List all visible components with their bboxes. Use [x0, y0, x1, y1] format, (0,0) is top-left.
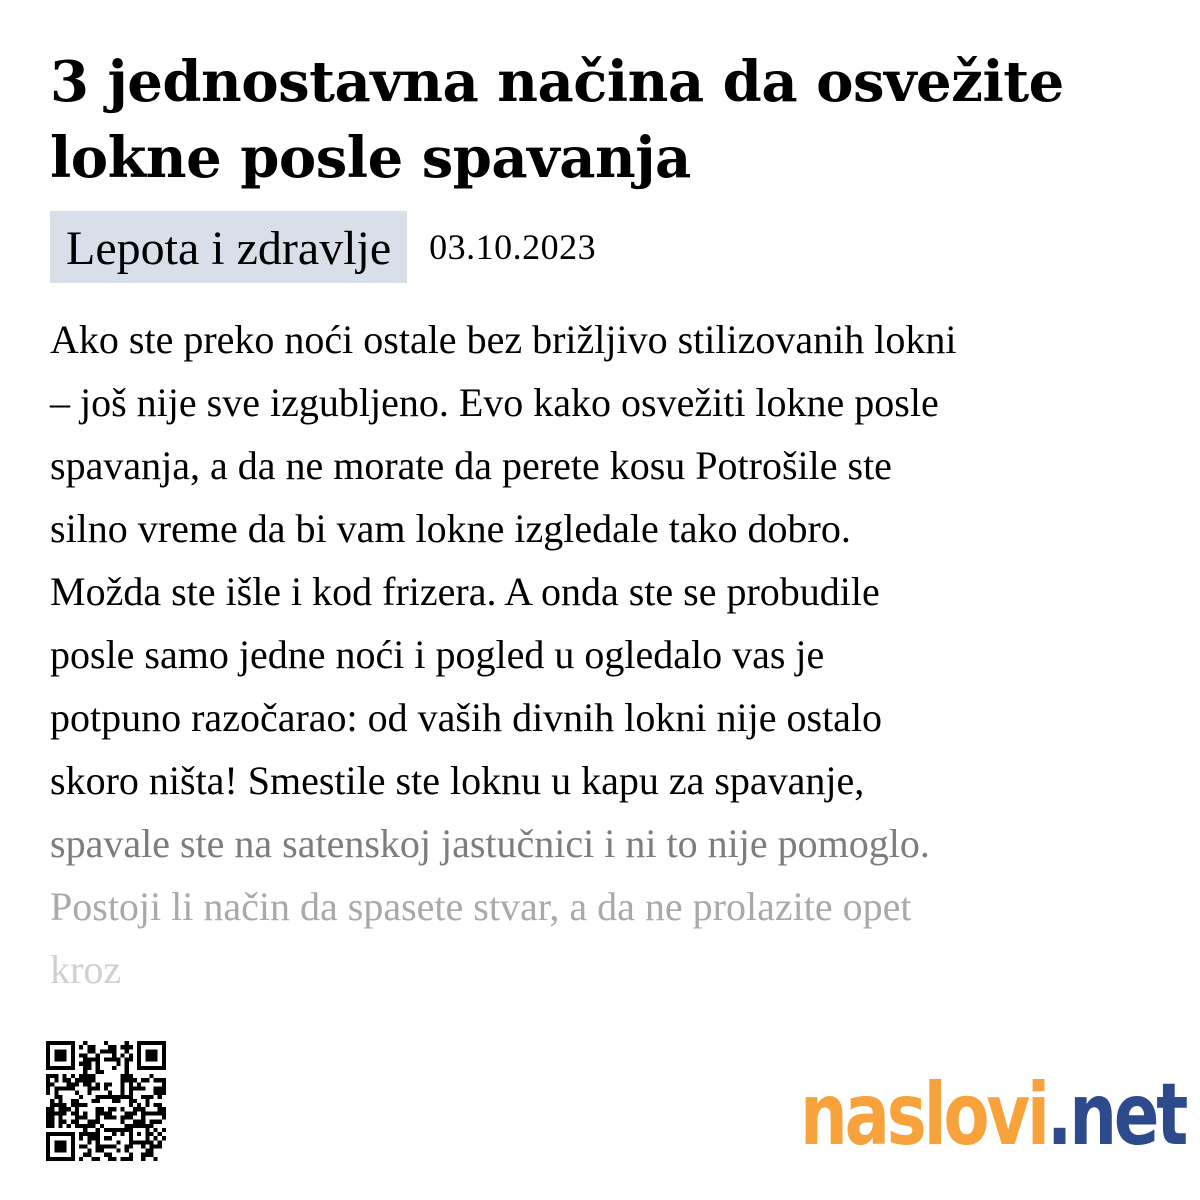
body-line: potpuno razočarao: od vaših divnih lokni nije ostalo: [50, 695, 883, 740]
body-line: spavanja, a da ne morate da perete kosu Potrošile ste: [50, 443, 892, 488]
body-line-faded: spavale ste na satenskoj jastučnici i ni to nije pomoglo.: [50, 821, 930, 866]
logo-text-secondary: .net: [1046, 1065, 1186, 1165]
body-line-faded: Postoji li način da spasete stvar, a da ne prolazite opet: [50, 884, 912, 929]
qr-code-icon[interactable]: [46, 1038, 166, 1164]
body-line: silno vreme da bi vam lokne izgledale tako dobro.: [50, 506, 851, 551]
article-body: [50, 308, 1160, 1001]
naslovi-logo[interactable]: [800, 1065, 1186, 1170]
article-meta: [50, 211, 596, 283]
body-line: skoro ništa! Smestile ste loknu u kapu za spavanje,: [50, 758, 865, 803]
body-line: Ako ste preko noći ostale bez brižljivo stilizovanih lokni: [50, 317, 957, 362]
publish-date: 03.10.2023: [429, 227, 597, 267]
article-title: 3 jednostavna načina da osvežite lokne posle spavanja: [50, 49, 1064, 191]
category-badge[interactable]: Lepota i zdravlje: [50, 211, 407, 283]
body-line: – još nije sve izgubljeno. Evo kako osvežiti lokne posle: [50, 380, 939, 425]
body-line: Možda ste išle i kod frizera. A onda ste se probudile: [50, 569, 880, 614]
logo-text-primary: naslovi: [800, 1065, 1047, 1165]
body-line-faded: kroz: [50, 947, 122, 992]
body-line: posle samo jedne noći i pogled u ogledalo vas je: [50, 632, 825, 677]
